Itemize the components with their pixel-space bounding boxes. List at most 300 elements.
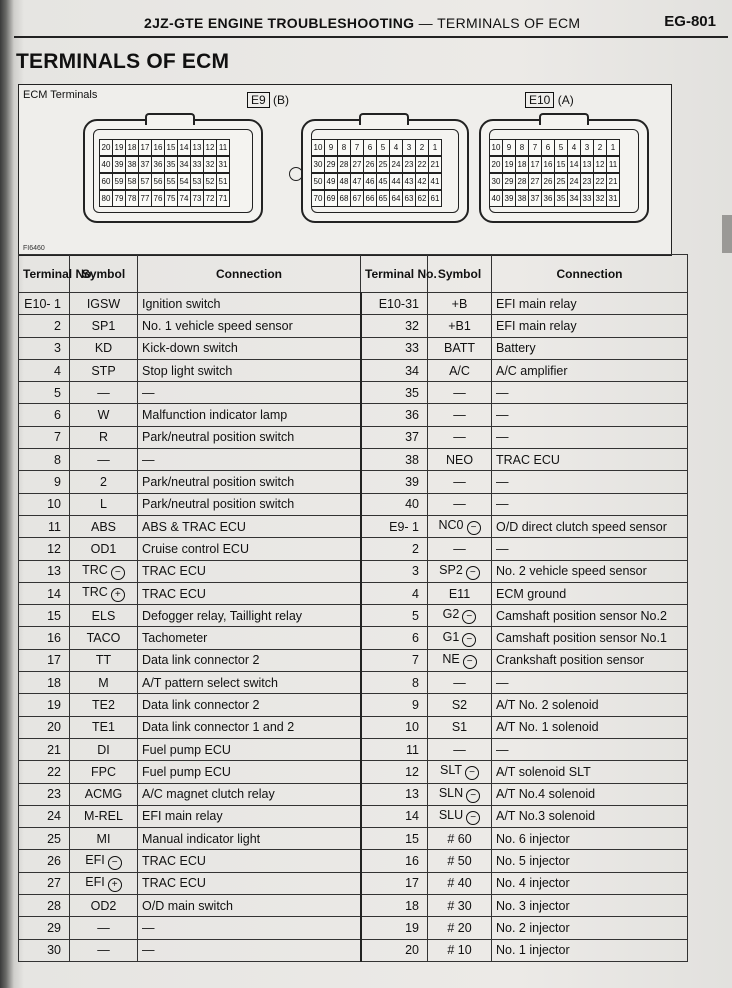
pin-cell: 28 xyxy=(338,157,351,172)
connection-right xyxy=(492,560,688,582)
symbol-right xyxy=(428,761,492,783)
connection-right-text: EFI main relay xyxy=(496,318,577,333)
connection-right xyxy=(492,828,688,850)
pin-cell: 20 xyxy=(490,157,503,172)
connection-right xyxy=(492,649,688,671)
symbol-left-text: OD1 xyxy=(90,541,117,556)
connection-right xyxy=(492,426,688,448)
terminal-no-left xyxy=(19,315,70,337)
pin-cell: 38 xyxy=(126,157,139,172)
symbol-left xyxy=(70,917,138,939)
symbol-left-text: — xyxy=(97,452,110,467)
connection-right-text: No. 1 injector xyxy=(496,943,570,958)
connection-left-text: — xyxy=(142,943,155,958)
symbol-left xyxy=(70,560,138,582)
table-row xyxy=(19,783,688,805)
terminal-no-right xyxy=(361,382,428,404)
symbol-left-text: — xyxy=(97,943,110,958)
connection-left-text: Data link connector 2 xyxy=(142,653,260,668)
pin-cell: 28 xyxy=(516,174,529,189)
terminal-no-right-text: 37 xyxy=(405,430,419,445)
symbol-left xyxy=(70,895,138,917)
symbol-right xyxy=(428,783,492,805)
symbol-left-text: W xyxy=(97,408,110,423)
table-row xyxy=(19,895,688,917)
connection-left xyxy=(138,382,361,404)
connection-right xyxy=(492,471,688,493)
terminal-no-left xyxy=(19,783,70,805)
terminal-no-left xyxy=(19,939,70,961)
pin-cell: 7 xyxy=(529,140,542,155)
pin-cell: 1 xyxy=(432,143,438,152)
pin-cell: 2 xyxy=(416,140,429,155)
terminal-no-right xyxy=(361,783,428,805)
pin-cell: 74 xyxy=(178,191,191,206)
symbol-right-text: G2 xyxy=(442,607,460,622)
symbol-right-text: SLU xyxy=(438,807,464,822)
connection-right xyxy=(492,449,688,471)
terminal-no-right-text: 18 xyxy=(405,898,419,913)
terminal-no-right xyxy=(361,738,428,760)
connection-right-text: Crankshaft position sensor xyxy=(496,653,644,668)
terminal-no-left xyxy=(19,738,70,760)
pin-cell: 26 xyxy=(364,157,377,172)
connection-right-text: No. 6 injector xyxy=(496,831,570,846)
connection-right xyxy=(492,805,688,827)
pin-row xyxy=(311,173,442,190)
pin-cell: 17 xyxy=(139,140,152,155)
connection-right-text: — xyxy=(496,742,509,757)
table-row xyxy=(19,672,688,694)
connection-left xyxy=(138,293,361,315)
symbol-right xyxy=(428,315,492,337)
pin-cell: 1 xyxy=(610,143,616,152)
table-row xyxy=(19,939,688,961)
symbol-left-text: FPC xyxy=(91,764,116,779)
connection-right xyxy=(492,538,688,560)
symbol-left-text: DI xyxy=(97,742,110,757)
pin-cell: 75 xyxy=(165,191,178,206)
pin-cell: 65 xyxy=(377,191,390,206)
pin-cell: 80 xyxy=(100,191,113,206)
symbol-right-text: NEO xyxy=(445,452,474,467)
symbol-left xyxy=(70,337,138,359)
terminal-no-left-text: 8 xyxy=(54,452,61,467)
symbol-left xyxy=(70,315,138,337)
terminal-no-right-text: 6 xyxy=(412,631,419,646)
header-terminal-no-right: Terminal No. xyxy=(361,255,428,293)
connection-left-text: ABS & TRAC ECU xyxy=(142,519,246,534)
connection-right-text: No. 2 vehicle speed sensor xyxy=(496,564,647,579)
pin-cell: 33 xyxy=(191,157,204,172)
terminal-no-left xyxy=(19,872,70,894)
connection-left xyxy=(138,359,361,381)
terminal-no-left xyxy=(19,828,70,850)
pin-cell: 31 xyxy=(608,194,618,203)
header-symbol-left: Symbol xyxy=(70,255,138,293)
symbol-right-text: — xyxy=(453,497,466,512)
pin-cell: 35 xyxy=(165,157,178,172)
pin-cell: 34 xyxy=(178,157,191,172)
pin-cell: 7 xyxy=(351,140,364,155)
terminal-no-left-text: 23 xyxy=(47,787,61,802)
connection-left-text: Defogger relay, Taillight relay xyxy=(142,608,303,623)
pin-row xyxy=(489,156,620,173)
connection-right-text: TRAC ECU xyxy=(496,452,560,467)
connection-left xyxy=(138,426,361,448)
terminal-no-left xyxy=(19,672,70,694)
connection-right-text: A/T No.4 solenoid xyxy=(496,787,596,802)
connection-left xyxy=(138,716,361,738)
connection-left xyxy=(138,471,361,493)
table-row xyxy=(19,315,688,337)
pin-cell: 68 xyxy=(338,191,351,206)
terminal-no-right xyxy=(361,560,428,582)
connection-left xyxy=(138,404,361,426)
polarity-icon: − xyxy=(108,856,122,870)
symbol-left xyxy=(70,694,138,716)
pin-cell: 4 xyxy=(390,140,403,155)
terminal-no-right-text: 12 xyxy=(405,764,419,779)
symbol-left xyxy=(70,359,138,381)
pin-cell: 6 xyxy=(542,140,555,155)
ecm-terminals-diagram xyxy=(18,84,672,256)
pin-cell: 32 xyxy=(204,157,217,172)
pin-cell: 23 xyxy=(403,157,416,172)
terminal-no-right xyxy=(361,293,428,315)
pin-cell: 33 xyxy=(581,191,594,206)
pin-cell: 8 xyxy=(338,140,351,155)
connection-right xyxy=(492,917,688,939)
pin-cell: 40 xyxy=(100,157,113,172)
pin-cell: 73 xyxy=(191,191,204,206)
figure-id: FI6460 xyxy=(23,245,45,252)
connection-right xyxy=(492,672,688,694)
pin-cell: 72 xyxy=(204,191,217,206)
connection-right-text: No. 2 injector xyxy=(496,920,570,935)
connection-right-text: Camshaft position sensor No.2 xyxy=(496,608,667,623)
connection-left-text: — xyxy=(142,385,155,400)
pin-cell: 61 xyxy=(430,194,440,203)
terminal-no-left xyxy=(19,293,70,315)
pin-cell: 35 xyxy=(555,191,568,206)
connection-right-text: O/D direct clutch speed sensor xyxy=(496,519,667,534)
terminal-no-left-text: 10 xyxy=(47,497,61,512)
table-row xyxy=(19,471,688,493)
table-row xyxy=(19,359,688,381)
pin-cell: 78 xyxy=(126,191,139,206)
connection-left-text: Tachometer xyxy=(142,631,208,646)
pin-cell: 3 xyxy=(581,140,594,155)
symbol-right-text: S1 xyxy=(451,720,468,735)
connection-left xyxy=(138,627,361,649)
pin-cell: 39 xyxy=(113,157,126,172)
polarity-icon: + xyxy=(108,878,122,892)
pin-cell: 32 xyxy=(594,191,607,206)
connection-right xyxy=(492,404,688,426)
pin-cell: 14 xyxy=(178,140,191,155)
symbol-right xyxy=(428,426,492,448)
connection-left-text: Data link connector 2 xyxy=(142,697,260,712)
connection-left xyxy=(138,738,361,760)
pin-cell: 43 xyxy=(403,174,416,189)
connection-left-text: — xyxy=(142,920,155,935)
terminal-no-right xyxy=(361,426,428,448)
connection-right-text: — xyxy=(496,385,509,400)
symbol-right-text: NE xyxy=(442,651,460,666)
connection-left xyxy=(138,449,361,471)
terminal-no-right xyxy=(361,627,428,649)
connection-right-text: A/T No. 2 solenoid xyxy=(496,697,599,712)
table-row xyxy=(19,337,688,359)
terminal-no-left-text: 17 xyxy=(47,653,61,668)
connection-right xyxy=(492,872,688,894)
connection-left-text: A/C magnet clutch relay xyxy=(142,787,275,802)
connection-right-text: — xyxy=(496,541,509,556)
terminal-no-left-text: 2 xyxy=(54,318,61,333)
terminal-no-left-text: 29 xyxy=(47,920,61,935)
pin-cell: 36 xyxy=(152,157,165,172)
connection-left xyxy=(138,560,361,582)
connection-left-text: A/T pattern select switch xyxy=(142,675,278,690)
pin-cell: 46 xyxy=(364,174,377,189)
symbol-right-text: E11 xyxy=(448,586,471,601)
symbol-right xyxy=(428,850,492,872)
terminal-no-left-text: 15 xyxy=(47,608,61,623)
connection-right xyxy=(492,315,688,337)
connection-left xyxy=(138,805,361,827)
symbol-left-text: ELS xyxy=(91,608,116,623)
terminal-no-right xyxy=(361,515,428,537)
pin-cell: 34 xyxy=(568,191,581,206)
pin-cell: 57 xyxy=(139,174,152,189)
terminal-no-right xyxy=(361,828,428,850)
connection-left-text: TRAC ECU xyxy=(142,564,206,579)
terminal-no-right-text: 20 xyxy=(405,943,419,958)
connection-left-text: Cruise control ECU xyxy=(142,541,249,556)
pin-cell: 12 xyxy=(204,140,217,155)
symbol-left-text: ACMG xyxy=(84,787,123,802)
symbol-right-text: — xyxy=(453,475,466,490)
connection-left-text: — xyxy=(142,452,155,467)
pin-row xyxy=(99,190,230,207)
connection-left xyxy=(138,850,361,872)
symbol-right-text: — xyxy=(453,675,466,690)
pin-cell: 10 xyxy=(312,140,325,155)
terminal-no-left-text: 13 xyxy=(47,564,61,579)
terminal-no-right xyxy=(361,315,428,337)
polarity-icon: + xyxy=(111,588,125,602)
symbol-left xyxy=(70,627,138,649)
connection-left-text: Stop light switch xyxy=(142,363,233,378)
table-row xyxy=(19,761,688,783)
pin-cell: 5 xyxy=(377,140,390,155)
terminal-no-right-text: 34 xyxy=(405,363,419,378)
connector-id: E10 xyxy=(525,92,554,108)
terminal-no-right xyxy=(361,805,428,827)
symbol-left xyxy=(70,761,138,783)
terminal-no-left xyxy=(19,337,70,359)
terminal-no-left xyxy=(19,917,70,939)
polarity-icon: − xyxy=(465,766,479,780)
symbol-right xyxy=(428,627,492,649)
connection-left-text: O/D main switch xyxy=(142,898,233,913)
symbol-left xyxy=(70,872,138,894)
connector-letter: A xyxy=(561,93,570,107)
symbol-right xyxy=(428,404,492,426)
connector-label-e9 xyxy=(247,93,289,107)
table-row xyxy=(19,694,688,716)
pin-cell: 37 xyxy=(139,157,152,172)
terminal-no-left xyxy=(19,805,70,827)
symbol-right-text: — xyxy=(453,541,466,556)
terminal-no-left-text: 12 xyxy=(47,541,61,556)
connection-right-text: No. 4 injector xyxy=(496,876,570,891)
connection-right-text: EFI main relay xyxy=(496,296,577,311)
symbol-left-text: L xyxy=(100,497,107,512)
connection-right xyxy=(492,582,688,604)
connector-id: E9 xyxy=(247,92,270,108)
symbol-right xyxy=(428,738,492,760)
symbol-right-text: # 60 xyxy=(447,831,472,846)
table-row xyxy=(19,293,688,315)
page-header xyxy=(14,10,728,38)
connection-right xyxy=(492,850,688,872)
symbol-left-text: MI xyxy=(96,831,111,846)
pin-row xyxy=(311,139,442,156)
symbol-right-text: — xyxy=(453,430,466,445)
table-row xyxy=(19,805,688,827)
header-symbol-right: Symbol xyxy=(428,255,492,293)
terminal-no-right-text: 13 xyxy=(405,787,419,802)
terminal-no-left-text: 3 xyxy=(54,341,61,356)
symbol-right xyxy=(428,672,492,694)
terminal-no-left-text: 28 xyxy=(47,898,61,913)
terminal-no-right xyxy=(361,471,428,493)
terminal-no-left-text: 25 xyxy=(47,831,61,846)
connector-letter-badge: (A) xyxy=(557,93,574,107)
terminal-no-left-text: 18 xyxy=(47,675,61,690)
symbol-right-text: A/C xyxy=(449,363,470,378)
symbol-left xyxy=(70,426,138,448)
table-row xyxy=(19,560,688,582)
terminal-no-right xyxy=(361,449,428,471)
symbol-right xyxy=(428,895,492,917)
symbol-right-text: SLT xyxy=(440,763,462,778)
table-row xyxy=(19,426,688,448)
terminal-no-left xyxy=(19,895,70,917)
pin-cell: 8 xyxy=(516,140,529,155)
connection-left-text: Ignition switch xyxy=(142,296,221,311)
symbol-left xyxy=(70,805,138,827)
pin-cell: 13 xyxy=(191,140,204,155)
pin-cell: 64 xyxy=(390,191,403,206)
connection-right xyxy=(492,605,688,627)
symbol-left-text: TE2 xyxy=(92,697,115,712)
connection-right xyxy=(492,337,688,359)
pin-cell: 27 xyxy=(351,157,364,172)
connection-right-text: Battery xyxy=(496,341,536,356)
connection-left-text: Data link connector 1 and 2 xyxy=(142,720,295,735)
pin-cell: 15 xyxy=(555,157,568,172)
connection-left-text: Fuel pump ECU xyxy=(142,764,231,779)
terminal-no-right-text: 33 xyxy=(405,341,419,356)
terminal-no-left xyxy=(19,605,70,627)
symbol-right xyxy=(428,649,492,671)
symbol-left xyxy=(70,471,138,493)
symbol-left-text: ABS xyxy=(90,519,116,534)
connection-right-text: No. 5 injector xyxy=(496,854,570,869)
table-row xyxy=(19,872,688,894)
pin-cell: 59 xyxy=(113,174,126,189)
connection-left-text: Malfunction indicator lamp xyxy=(142,408,288,423)
terminal-no-right xyxy=(361,649,428,671)
connection-right xyxy=(492,738,688,760)
terminal-no-right-text: E9- 1 xyxy=(389,519,419,534)
table-header-row xyxy=(19,255,688,293)
pin-cell: 18 xyxy=(126,140,139,155)
connection-right-text: — xyxy=(496,475,509,490)
connection-left xyxy=(138,582,361,604)
pin-cell: 15 xyxy=(165,140,178,155)
table-row xyxy=(19,917,688,939)
pin-cell: 37 xyxy=(529,191,542,206)
connection-left xyxy=(138,493,361,515)
symbol-right-text: — xyxy=(453,742,466,757)
symbol-left xyxy=(70,649,138,671)
table-row xyxy=(19,449,688,471)
symbol-right-text: S2 xyxy=(451,697,468,712)
symbol-right-text: # 20 xyxy=(447,920,472,935)
pin-cell: 19 xyxy=(113,140,126,155)
connection-left xyxy=(138,939,361,961)
terminal-no-left xyxy=(19,761,70,783)
symbol-left xyxy=(70,716,138,738)
symbol-right xyxy=(428,694,492,716)
symbol-left xyxy=(70,538,138,560)
symbol-right xyxy=(428,359,492,381)
connection-left xyxy=(138,917,361,939)
symbol-left xyxy=(70,672,138,694)
pin-cell: 67 xyxy=(351,191,364,206)
terminal-no-left-text: 5 xyxy=(54,385,61,400)
pin-cell: 69 xyxy=(325,191,338,206)
pin-cell: 66 xyxy=(364,191,377,206)
terminal-no-right-text: 17 xyxy=(405,876,419,891)
connection-right xyxy=(492,627,688,649)
connection-right-text: No. 3 injector xyxy=(496,898,570,913)
pin-cell: 76 xyxy=(152,191,165,206)
pin-cell: 11 xyxy=(218,143,228,152)
terminal-no-left xyxy=(19,694,70,716)
terminal-no-left-text: 21 xyxy=(47,742,61,757)
symbol-right xyxy=(428,337,492,359)
table-row xyxy=(19,850,688,872)
terminal-no-right-text: 16 xyxy=(405,854,419,869)
terminal-no-left xyxy=(19,560,70,582)
pin-cell: 40 xyxy=(490,191,503,206)
pin-cell: 22 xyxy=(416,157,429,172)
pin-cell: 30 xyxy=(490,174,503,189)
connection-left-text: Fuel pump ECU xyxy=(142,742,231,757)
connection-right xyxy=(492,493,688,515)
pin-cell: 71 xyxy=(218,194,228,203)
terminal-no-right-text: 2 xyxy=(412,541,419,556)
polarity-icon: − xyxy=(111,566,125,580)
pin-cell: 36 xyxy=(542,191,555,206)
symbol-left-text: M-REL xyxy=(84,809,123,824)
pin-cell: 70 xyxy=(312,191,325,206)
